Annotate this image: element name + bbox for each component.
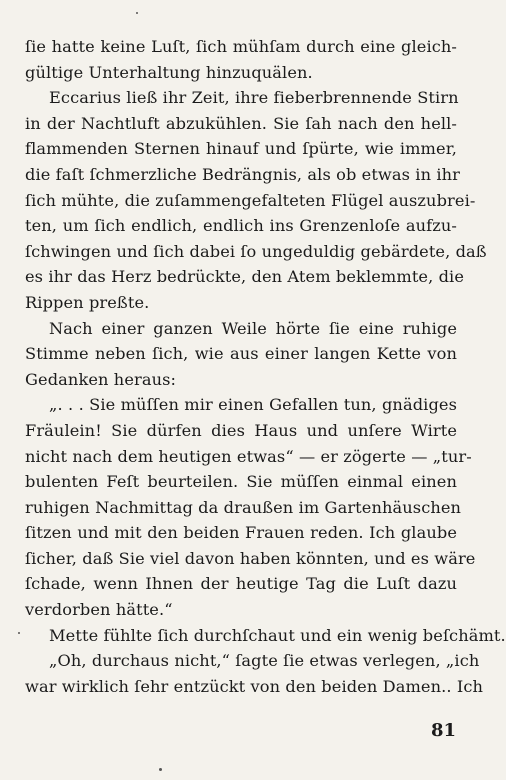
text-line-17: nicht nach dem heutigen etwas“ — er zögerte — „tur- [25,446,472,466]
body-text [25,34,506,699]
text-line-11: Rippen preßte. [25,292,150,312]
text-line-22: ſchade, wenn Ihnen der heutige Tag die Luſt dazu [25,574,457,594]
text-line-7: ſich mühte, die zuſammengefalteten Flügel auszubrei- [25,190,476,210]
text-line-4: in der Nachtluft abzukühlen. Sie ſah nach den hell- [25,113,457,133]
paper-speck [18,632,20,634]
text-line-13: Stimme neben ſich, wie aus einer langen Kette von [25,344,457,364]
text-line-3: Eccarius ließ ihr Zeit, ihre fieberbrennende Stirn [49,88,459,108]
text-line-21: ſicher, daß Sie viel davon haben könnten, und es wäre [25,548,476,568]
text-line-15: „. . . Sie müſſen mir einen Gefallen tun, gnädiges [49,395,457,415]
text-line-1: ſie hatte keine Luſt, ſich mühſam durch eine gleich- [25,37,457,56]
text-line-8: ten, um ſich endlich, endlich ins Grenzenloſe aufzu- [25,216,457,236]
text-line-2: gültige Unterhaltung hinzuquälen. [25,62,313,82]
text-line-26: war wirklich ſehr entzückt von den beiden Damen.. Ich [25,676,484,696]
page-number: 81 [430,720,456,741]
text-line-10: es ihr das Herz bedrückte, den Atem beklemmte, die [25,267,465,287]
text-line-9: ſchwingen und ſich dabei ſo ungeduldig gebärdete, daß [25,241,487,261]
text-line-18: bulenten Feſt beurteilen. Sie müſſen einmal einen [25,472,457,492]
text-line-12: Nach einer ganzen Weile hörte ſie eine ruhige [49,318,457,338]
paper-speck [159,768,162,771]
text-line-5: flammenden Sternen hinauf und ſpürte, wie immer, [25,139,457,159]
paper-speck [136,12,138,14]
text-line-6: die faſt ſchmerzliche Bedrängnis, als ob etwas in ihr [25,164,460,184]
text-line-14: Gedanken heraus: [25,369,177,389]
text-line-16: Fräulein! Sie dürfen dies Haus und unſere Wirte [25,420,457,440]
text-line-23: verdorben hätte.“ [25,600,173,620]
text-line-25: „Oh, durchaus nicht,“ ſagte ſie etwas verlegen, „ich [49,651,480,671]
text-line-20: ſitzen und mit den beiden Frauen reden. Ich glaube [25,523,457,543]
text-line-24: Mette fühlte ſich durchſchaut und ein wenig beſchämt. [49,625,506,645]
text-line-19: ruhigen Nachmittag da draußen im Gartenhäuschen [25,497,462,517]
